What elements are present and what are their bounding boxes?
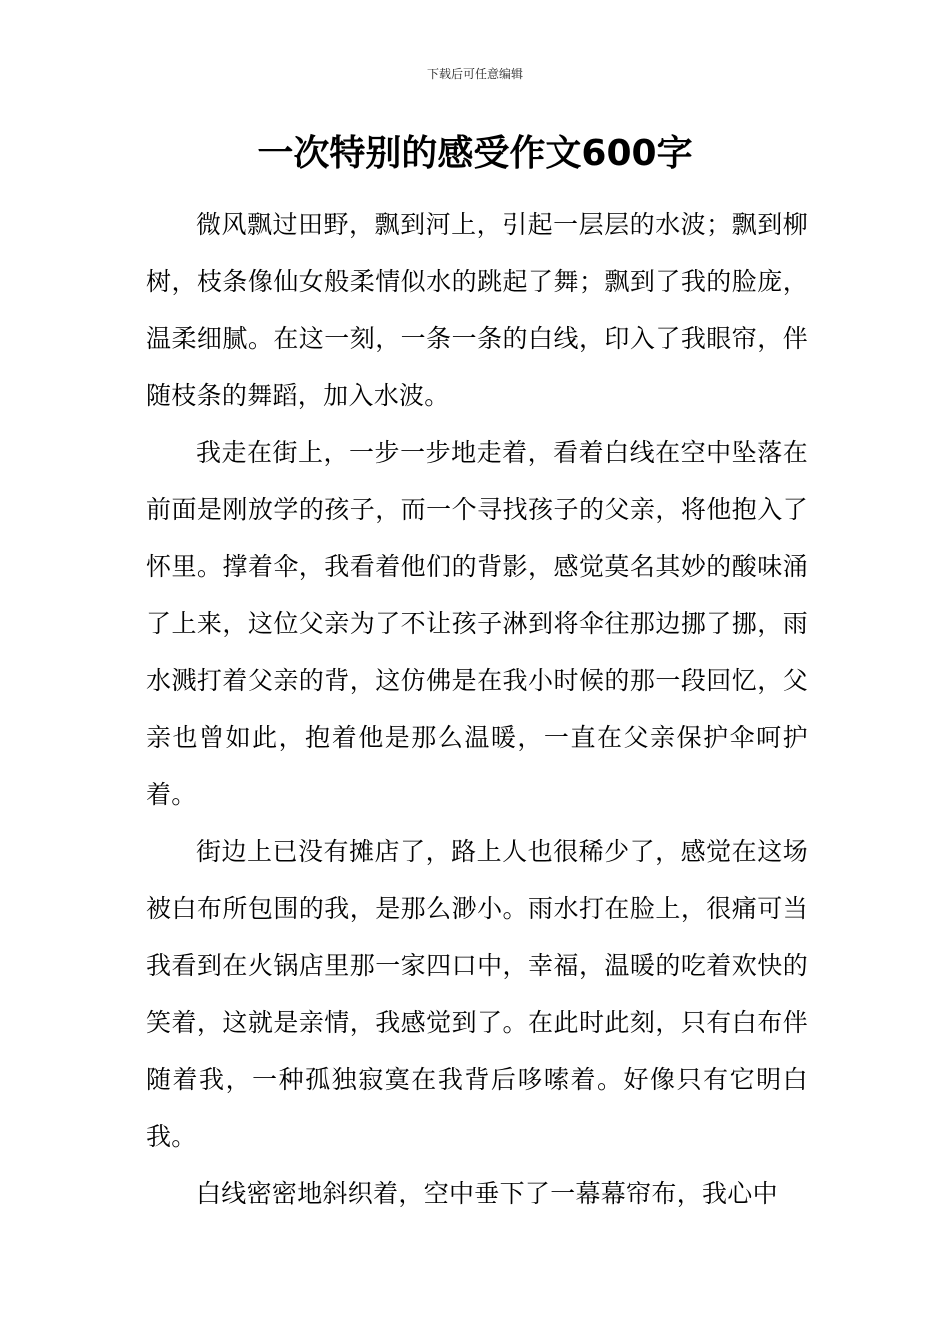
header-note: 下载后可任意编辑 [426, 67, 523, 81]
document-body [146, 196, 808, 1222]
paragraph-3: 街边上已没有摊店了，路上人也很稀少了，感觉在这场被白布所包围的我，是那么渺小。雨水打在脸上，很痛可当我看到在火锅店里那一家四口中，幸福，温暖的吃着欢快的笑着，这就是亲情，我感觉到了。在此时此刻，只有白布伴随着我，一种孤独寂寞在我背后哆嗦着。好像只有它明白我。 [146, 837, 808, 1151]
document-title: 一次特别的感受作文600字 [257, 133, 693, 174]
paragraph-4: 白线密密地斜织着，空中垂下了一幕幕帘布，我心中 [196, 1179, 778, 1208]
paragraph-1: 微风飘过田野，飘到河上，引起一层层的水波；飘到柳树，枝条像仙女般柔情似水的跳起了舞；飘到了我的脸庞，温柔细腻。在这一刻，一条一条的白线，印入了我眼帘，伴随枝条的舞蹈，加入水波。 [146, 210, 808, 410]
paragraph-2: 我走在街上，一步一步地走着，看着白线在空中坠落在前面是刚放学的孩子，而一个寻找孩子的父亲，将他抱入了怀里。撑着伞，我看着他们的背影，感觉莫名其妙的酸味涌了上来，这位父亲为了不让孩子淋到将伞往那边挪了挪，雨水溅打着父亲的背，这仿佛是在我小时候的那一段回忆，父亲也曾如此，抱着他是那么温暖，一直在父亲保护伞呵护着。 [146, 438, 808, 809]
